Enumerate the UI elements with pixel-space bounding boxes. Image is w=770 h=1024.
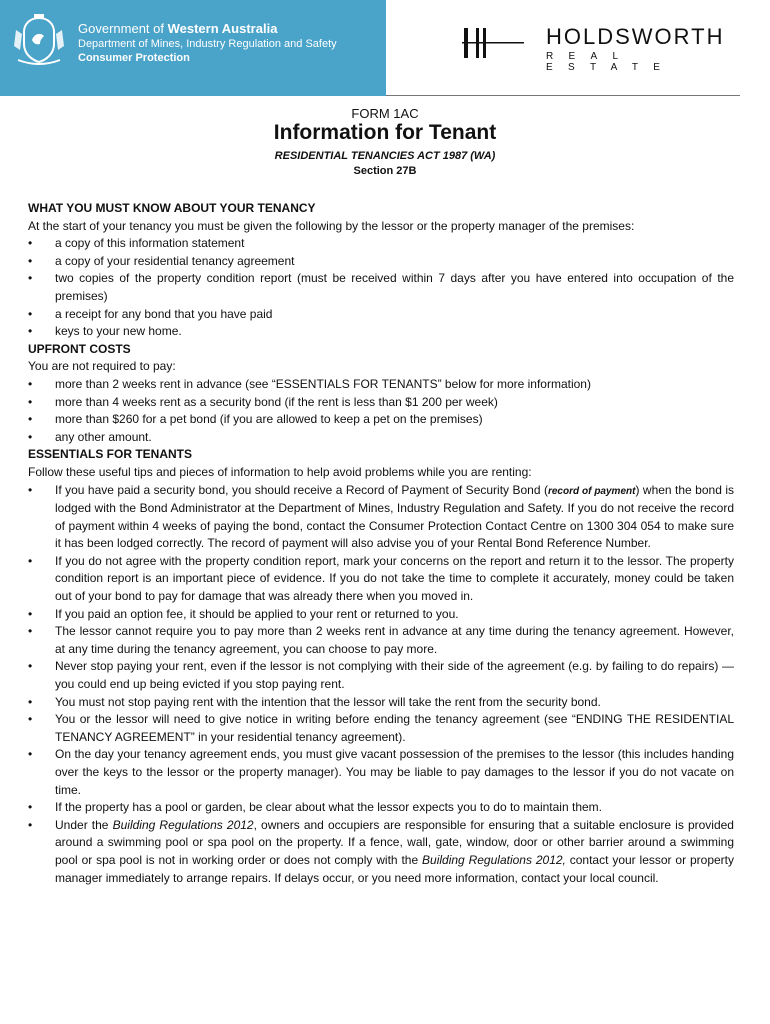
form-title: Information for Tenant: [273, 121, 497, 144]
list-item: • You or the lessor will need to give notice in writing before ending the tenancy agreement (see “ENDING THE RESIDENTIAL TENANCY AGREEMENT” in your residential tenancy agreement).: [28, 712, 734, 744]
essentials-list: [28, 482, 734, 888]
upfront-intro: You are not required to pay:: [28, 359, 176, 374]
list-item: • On the day your tenancy agreement ends, you must give vacant possession of the premises to the lessor (this includes handing over the keys to the lessor or the property manager). You may be liable to pay damages to the lessor if you do not vacate on time.: [28, 747, 734, 797]
list-item: • a copy of your residential tenancy agreement: [28, 253, 295, 268]
list-item: • more than 4 weeks rent as a security bond (if the rent is less than $1 200 per week): [28, 394, 498, 409]
list-item: • any other amount.: [28, 429, 152, 444]
list-item: • keys to your new home.: [28, 324, 182, 339]
list-item: • If you do not agree with the property condition report, mark your concerns on the report and return it to the lessor. The property condition report is an important piece of evidence. If you do not take the time to complete it accurately, money could be taken out of your bond to pay for damage that was already there when you moved in.: [28, 553, 734, 604]
upfront-list: [28, 376, 734, 446]
holdsworth-logo-mark: [462, 26, 524, 60]
list-item: • a receipt for any bond that you have paid: [28, 306, 273, 321]
list-item: • If you have paid a security bond, you should receive a Record of Payment of Security Bond (record of payment) when the bond is lodged with the Bond Administrator at the Department of Mines, Industry Regulation and Safety. If you do not receive the record of payment within 4 weeks of paying the bond, contact the Consumer Protection Contact Centre on 1300 304 054 to make sure it has been lodged correctly. The record of payment will also advise you of your Rental Bond Reference Number.: [28, 482, 734, 551]
wa-crest-logo: [10, 14, 68, 66]
gov-line1-bold: Western Australia: [167, 21, 278, 36]
list-item: • more than $260 for a pet bond (if you are allowed to keep a pet on the premises): [28, 412, 483, 427]
list-item: • You must not stop paying rent with the intention that the lessor will take the rent from the security bond.: [28, 694, 601, 709]
list-item: • a copy of this information statement: [28, 236, 245, 251]
gov-line1-prefix: Government of: [78, 21, 168, 36]
agency-name: HOLDSWORTH: [546, 24, 725, 49]
upfront-heading: UPFRONT COSTS: [28, 341, 131, 356]
list-item: • Never stop paying your rent, even if the lessor is not complying with their side of the agreement (e.g. by failing to do repairs) — you could end up being evicted if you stop paying rent.: [28, 659, 734, 692]
list-item: • If the property has a pool or garden, be clear about what the lessor expects you to do to maintain them.: [28, 800, 602, 815]
must-know-list: [28, 235, 734, 341]
agency-subtitle: REAL ESTATE: [546, 51, 676, 73]
essentials-intro: Follow these useful tips and pieces of information to help avoid problems while you are renting:: [28, 464, 532, 479]
government-banner: [0, 0, 386, 96]
header-divider: [386, 95, 740, 96]
section-reference: Section 27B: [353, 165, 417, 177]
essentials-heading: ESSENTIALS FOR TENANTS: [28, 447, 193, 462]
list-item: • Under the Building Regulations 2012, owners and occupiers are responsible for ensuring that a suitable enclosure is provided around a swimming pool or spa pool on the property. If a fence, wall, gate, window, door or other barrier around a swimming pool or spa pool is not in working order or does not comply with the Building Regulations 2012, contact your lessor or property manager immediately to arrange repairs. If delays occur, or you need more information, contact your local council.: [28, 817, 734, 885]
form-code: FORM 1AC: [351, 106, 419, 121]
list-item: • more than 2 weeks rent in advance (see “ESSENTIALS FOR TENANTS” below for more information): [28, 376, 591, 391]
act-reference: RESIDENTIAL TENANCIES ACT 1987 (WA): [274, 150, 496, 162]
list-item: • two copies of the property condition report (must be received within 7 days after you have entered into occupation of the premises): [28, 271, 734, 303]
document-body: [28, 200, 734, 887]
list-item: • If you paid an option fee, it should be applied to your rent or returned to you.: [28, 606, 459, 621]
list-item: • The lessor cannot require you to pay more than 2 weeks rent in advance at any time during the tenancy agreement. However, at any time during the tenancy agreement, you can choose to pay more.: [28, 624, 734, 656]
department-name: Department of Mines, Industry Regulation and Safety: [78, 37, 337, 50]
division-name: Consumer Protection: [78, 52, 190, 64]
must-know-intro: At the start of your tenancy you must be given the following by the lessor or the property manager of the premises:: [28, 218, 635, 233]
must-know-heading: WHAT YOU MUST KNOW ABOUT YOUR TENANCY: [28, 201, 316, 215]
